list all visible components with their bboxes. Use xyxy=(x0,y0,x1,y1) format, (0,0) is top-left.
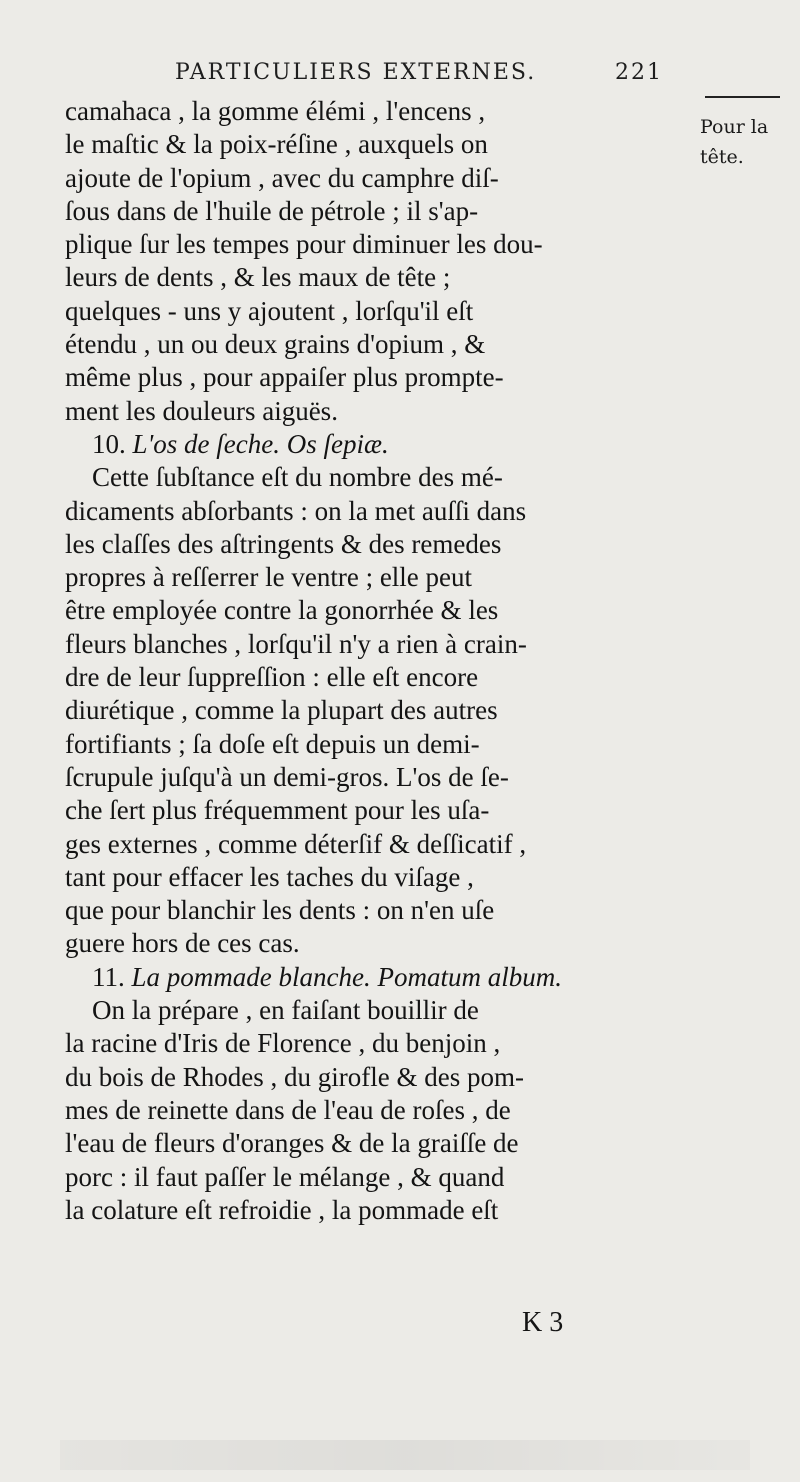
section-title-latin: Os ſepiæ. xyxy=(286,428,389,459)
section-number: 10. xyxy=(92,428,126,459)
section-heading-11 xyxy=(65,961,705,994)
text-line: ajoute de l'opium , avec du camphre diſ- xyxy=(65,162,499,193)
header-rule xyxy=(705,96,780,98)
text-line: tant pour effacer les taches du viſage , xyxy=(65,861,474,892)
text-line: che ſert plus fréquemment pour les uſa- xyxy=(65,795,490,826)
header-title: PARTICULIERS EXTERNES. xyxy=(175,60,537,85)
section-heading-10 xyxy=(65,428,705,461)
page-stain xyxy=(60,1440,750,1470)
text-line: ment les douleurs aiguës. xyxy=(65,395,338,426)
text-line: ges externes , comme déterſif & deſſicatif , xyxy=(65,828,527,859)
text-line: guere hors de ces cas. xyxy=(65,928,300,959)
body-text xyxy=(65,95,705,1227)
text-line: que pour blanchir les dents : on n'en uſe xyxy=(65,895,495,926)
signature-mark: K 3 xyxy=(522,1307,564,1338)
text-line: l'eau de fleurs d'oranges & de la graiſſe de xyxy=(65,1128,519,1159)
text-line: quelques - uns y ajoutent , lorſqu'il eſt xyxy=(65,295,474,326)
section-title-french: La pommade blanche. xyxy=(131,961,371,992)
text-line: même plus , pour appaiſer plus prompte- xyxy=(65,362,504,393)
text-line: diurétique , comme la plupart des autres xyxy=(65,695,498,726)
text-line: dicaments abſorbants : on la met auſſi dans xyxy=(65,495,527,526)
text-line: plique ſur les tempes pour diminuer les dou- xyxy=(65,229,543,260)
margin-note-line: tête. xyxy=(700,146,744,168)
text-line: On la prépare , en faiſant bouillir de xyxy=(92,995,479,1026)
section-title-latin: Pomatum album. xyxy=(377,961,562,992)
page-number: 221 xyxy=(615,60,663,85)
text-line: Cette ſubſtance eſt du nombre des mé- xyxy=(92,462,503,493)
margin-note-line: Pour la xyxy=(700,116,769,138)
text-line: le maſtic & la poix-réſine , auxquels on xyxy=(65,129,488,160)
text-line: dre de leur ſuppreſſion : elle eſt encore xyxy=(65,662,479,693)
text-line: les claſſes des aſtringents & des remedes xyxy=(65,528,502,559)
text-line: la colature eſt refroidie , la pommade eſt xyxy=(65,1194,499,1225)
text-line: ſous dans de l'huile de pétrole ; il s'ap- xyxy=(65,195,479,226)
text-line: porc : il faut paſſer le mélange , & quand xyxy=(65,1161,505,1192)
text-line: être employée contre la gonorrhée & les xyxy=(65,595,499,626)
section-title-french: L'os de ſeche. xyxy=(132,428,280,459)
text-line: du bois de Rhodes , du girofle & des pom- xyxy=(65,1061,524,1092)
text-line: fleurs blanches , lorſqu'il n'y a rien à crain- xyxy=(65,628,527,659)
text-line: camahaca , la gomme élémi , l'encens , xyxy=(65,96,486,126)
text-line: leurs de dents , & les maux de tête ; xyxy=(65,262,451,293)
text-line: la racine d'Iris de Florence , du benjoin , xyxy=(65,1028,501,1059)
section-number: 11. xyxy=(92,961,125,992)
text-line: mes de reinette dans de l'eau de roſes , de xyxy=(65,1094,511,1125)
text-line: ſcrupule juſqu'à un demi-gros. L'os de ſe- xyxy=(65,761,509,792)
text-line: propres à reſſerrer le ventre ; elle peut xyxy=(65,562,473,593)
margin-note xyxy=(700,112,795,172)
text-line: étendu , un ou deux grains d'opium , & xyxy=(65,329,486,360)
text-line: fortifiants ; ſa doſe eſt depuis un demi- xyxy=(65,728,480,759)
